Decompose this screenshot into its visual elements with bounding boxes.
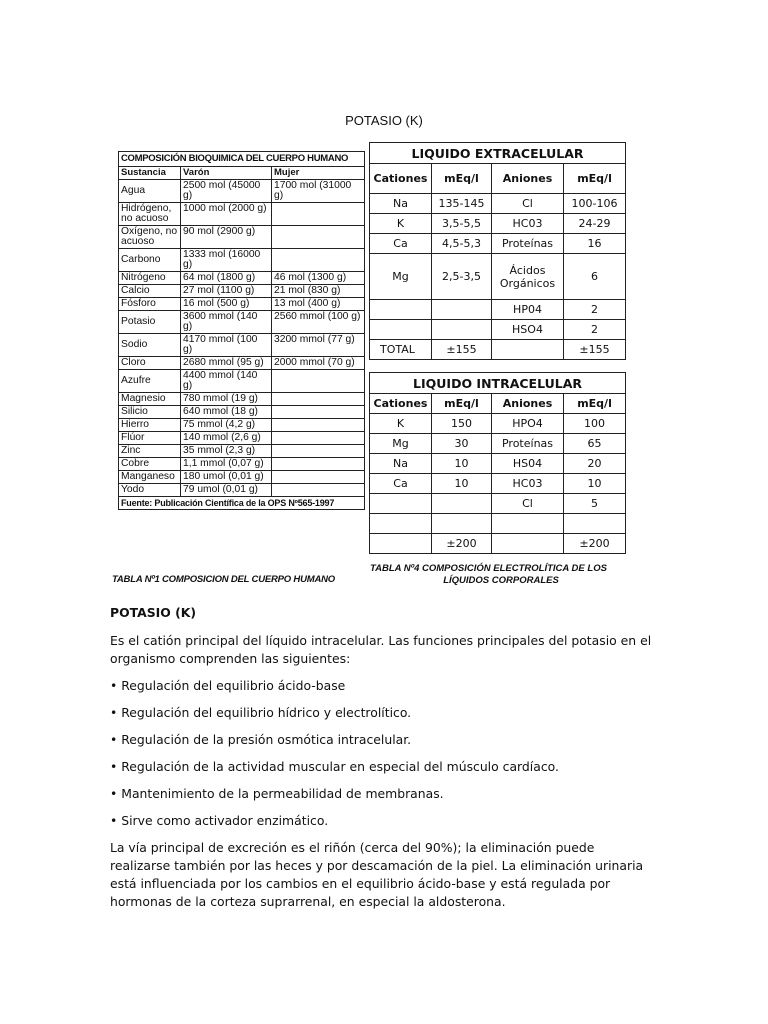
table3-cell: Mg (370, 434, 432, 454)
table3-cell (370, 514, 432, 534)
table1-footer: Fuente: Publicación Científica de la OPS Nº565-1997 (119, 497, 365, 510)
female-value-cell (272, 370, 365, 393)
table2-cell (370, 320, 432, 340)
substance-cell: Agua (119, 180, 181, 203)
table-row (119, 445, 365, 458)
female-value-cell: 3200 mmol (77 g) (272, 334, 365, 357)
table-row (370, 214, 626, 234)
extracellular-table (369, 142, 625, 360)
female-value-cell (272, 226, 365, 249)
table-row (370, 320, 626, 340)
substance-cell: Cloro (119, 357, 181, 370)
female-value-cell (272, 471, 365, 484)
table2-title: LIQUIDO EXTRACELULAR (370, 143, 626, 164)
table-row (370, 194, 626, 214)
table-row (370, 340, 626, 360)
table2-cell: 100-106 (564, 194, 626, 214)
substance-cell: Fósforo (119, 298, 181, 311)
table-row (119, 334, 365, 357)
table-row (370, 434, 626, 454)
substance-cell: Zinc (119, 445, 181, 458)
table3-cell: ±200 (432, 534, 492, 554)
table-row (370, 514, 626, 534)
intracellular-table (369, 372, 625, 554)
table2-cell: 2 (564, 300, 626, 320)
table3-cell: Cl (492, 494, 564, 514)
table2-cell: Ácidos Orgánicos (492, 254, 564, 300)
table2-cell (432, 320, 492, 340)
table2-cell: 135-145 (432, 194, 492, 214)
female-value-cell: 1700 mol (31000 g) (272, 180, 365, 203)
table-row (119, 419, 365, 432)
substance-cell: Flúor (119, 432, 181, 445)
table1-caption: TABLA Nº1 COMPOSICION DEL CUERPO HUMANO (112, 574, 335, 585)
table2-cell: K (370, 214, 432, 234)
table3-header: Cationes (370, 394, 432, 414)
table2-header: mEq/l (432, 164, 492, 194)
substance-cell: Carbono (119, 249, 181, 272)
intracellular-grid (369, 372, 626, 554)
table3-cell: 10 (432, 454, 492, 474)
table3-cell: 20 (564, 454, 626, 474)
table3-caption-line1: TABLA Nº4 COMPOSICIÓN ELECTROLÍTICA DE LOS (370, 563, 607, 574)
table-row (370, 300, 626, 320)
table3-cell: Proteínas (492, 434, 564, 454)
female-value-cell: 2560 mmol (100 g) (272, 311, 365, 334)
table-row (119, 311, 365, 334)
table2-header: Cationes (370, 164, 432, 194)
female-value-cell: 13 mol (400 g) (272, 298, 365, 311)
table-row (119, 458, 365, 471)
table2-cell: 6 (564, 254, 626, 300)
male-value-cell: 2500 mol (45000 g) (181, 180, 272, 203)
table3-caption (370, 563, 632, 587)
body-composition-table (118, 151, 364, 510)
female-value-cell (272, 419, 365, 432)
substance-cell: Hierro (119, 419, 181, 432)
table3-cell (370, 534, 432, 554)
male-value-cell: 75 mmol (4,2 g) (181, 419, 272, 432)
table2-cell: Proteínas (492, 234, 564, 254)
table2-cell: 16 (564, 234, 626, 254)
table-row (119, 180, 365, 203)
potassium-description (110, 604, 655, 920)
table2-cell: Ca (370, 234, 432, 254)
table-row (370, 234, 626, 254)
substance-cell: Azufre (119, 370, 181, 393)
table-row (119, 226, 365, 249)
table3-caption-line2: LÍQUIDOS CORPORALES (443, 575, 559, 586)
table-row (119, 357, 365, 370)
table-row (119, 285, 365, 298)
female-value-cell: 2000 mmol (70 g) (272, 357, 365, 370)
female-value-cell: 21 mol (830 g) (272, 285, 365, 298)
table3-cell: ±200 (564, 534, 626, 554)
list-item: • Sirve como activador enzimático. (110, 813, 329, 828)
table3-cell: 10 (564, 474, 626, 494)
table2-cell: ±155 (432, 340, 492, 360)
table2-cell: Mg (370, 254, 432, 300)
table1-header: Sustancia (119, 167, 181, 180)
list-item: • Regulación de la actividad muscular en especial del músculo cardíaco. (110, 759, 559, 774)
table2-cell: 24-29 (564, 214, 626, 234)
substance-cell: Potasio (119, 311, 181, 334)
table2-cell (432, 300, 492, 320)
table2-cell (370, 300, 432, 320)
table3-cell (492, 534, 564, 554)
table-row (370, 494, 626, 514)
table2-cell: 2,5-3,5 (432, 254, 492, 300)
table-row (370, 254, 626, 300)
table-row (119, 432, 365, 445)
table2-cell: 4,5-5,3 (432, 234, 492, 254)
substance-cell: Calcio (119, 285, 181, 298)
table2-cell: 3,5-5,5 (432, 214, 492, 234)
male-value-cell: 4400 mmol (140 g) (181, 370, 272, 393)
table3-cell: K (370, 414, 432, 434)
male-value-cell: 1,1 mmol (0,07 g) (181, 458, 272, 471)
substance-cell: Nitrógeno (119, 272, 181, 285)
table2-cell: 2 (564, 320, 626, 340)
table1-header: Mujer (272, 167, 365, 180)
table2-cell: Na (370, 194, 432, 214)
male-value-cell: 35 mmol (2,3 g) (181, 445, 272, 458)
table-row (119, 249, 365, 272)
section-heading: POTASIO (K) (110, 605, 197, 620)
table3-cell (564, 514, 626, 534)
table-row (370, 414, 626, 434)
closing-paragraph: La vía principal de excreción es el riñón (cerca del 90%); la eliminación puede realizarse también por las heces y por descamación de la piel. La eliminación urinaria está influenciada por los cambios en el equilibrio ácido-base y está regulada por hormonas de la corteza suprarrenal, en especial la aldosterona. (110, 840, 644, 909)
table3-cell (492, 514, 564, 534)
male-value-cell: 79 umol (0,01 g) (181, 484, 272, 497)
table-row (119, 370, 365, 393)
table3-cell: 100 (564, 414, 626, 434)
list-item: • Regulación del equilibrio ácido-base (110, 678, 346, 693)
male-value-cell: 2680 mmol (95 g) (181, 357, 272, 370)
table-row (119, 406, 365, 419)
substance-cell: Silicio (119, 406, 181, 419)
intro-paragraph: Es el catión principal del líquido intracelular. Las funciones principales del potasio en el organismo comprenden las siguientes: (110, 633, 652, 666)
male-value-cell: 90 mol (2900 g) (181, 226, 272, 249)
table3-cell (432, 514, 492, 534)
table3-header: mEq/l (564, 394, 626, 414)
table3-title: LIQUIDO INTRACELULAR (370, 373, 626, 394)
male-value-cell: 64 mol (1800 g) (181, 272, 272, 285)
female-value-cell (272, 445, 365, 458)
table-row (119, 298, 365, 311)
table3-cell: Na (370, 454, 432, 474)
male-value-cell: 1333 mol (16000 g) (181, 249, 272, 272)
table2-header: Aniones (492, 164, 564, 194)
male-value-cell: 780 mmol (19 g) (181, 393, 272, 406)
female-value-cell (272, 406, 365, 419)
table3-cell: 150 (432, 414, 492, 434)
male-value-cell: 1000 mol (2000 g) (181, 203, 272, 226)
female-value-cell (272, 203, 365, 226)
table-row (119, 471, 365, 484)
table3-cell: HS04 (492, 454, 564, 474)
table3-cell: 30 (432, 434, 492, 454)
table-row (370, 534, 626, 554)
substance-cell: Sodio (119, 334, 181, 357)
table3-cell: 65 (564, 434, 626, 454)
table-row (119, 272, 365, 285)
table3-header: Aniones (492, 394, 564, 414)
female-value-cell: 46 mol (1300 g) (272, 272, 365, 285)
substance-cell: Yodo (119, 484, 181, 497)
male-value-cell: 640 mmol (18 g) (181, 406, 272, 419)
substance-cell: Oxígeno, no acuoso (119, 226, 181, 249)
female-value-cell (272, 393, 365, 406)
table2-cell (492, 340, 564, 360)
table2-cell: HP04 (492, 300, 564, 320)
table2-cell: ±155 (564, 340, 626, 360)
substance-cell: Manganeso (119, 471, 181, 484)
female-value-cell (272, 249, 365, 272)
table-row (370, 454, 626, 474)
substance-cell: Cobre (119, 458, 181, 471)
female-value-cell (272, 432, 365, 445)
table-row (370, 474, 626, 494)
table2-cell: HC03 (492, 214, 564, 234)
extracellular-grid (369, 142, 626, 360)
table-row (119, 203, 365, 226)
list-item: • Regulación del equilibrio hídrico y electrolítico. (110, 705, 412, 720)
table-row (119, 393, 365, 406)
list-item: • Mantenimiento de la permeabilidad de membranas. (110, 786, 444, 801)
table3-cell (370, 494, 432, 514)
table2-cell: Cl (492, 194, 564, 214)
table3-cell: HC03 (492, 474, 564, 494)
table3-cell: 10 (432, 474, 492, 494)
body-composition-grid (118, 151, 365, 510)
substance-cell: Hidrógeno, no acuoso (119, 203, 181, 226)
page-title: POTASIO (K) (345, 113, 423, 128)
female-value-cell (272, 458, 365, 471)
male-value-cell: 3600 mmol (140 g) (181, 311, 272, 334)
substance-cell: Magnesio (119, 393, 181, 406)
table2-header: mEq/l (564, 164, 626, 194)
male-value-cell: 16 mol (500 g) (181, 298, 272, 311)
table3-cell: 5 (564, 494, 626, 514)
table3-cell: Ca (370, 474, 432, 494)
table1-header: Varón (181, 167, 272, 180)
table1-title: COMPOSICIÓN BIOQUIMICA DEL CUERPO HUMANO (119, 152, 365, 167)
table2-cell: TOTAL (370, 340, 432, 360)
female-value-cell (272, 484, 365, 497)
table3-header: mEq/l (432, 394, 492, 414)
table2-cell: HSO4 (492, 320, 564, 340)
table-row (119, 484, 365, 497)
male-value-cell: 140 mmol (2,6 g) (181, 432, 272, 445)
list-item: • Regulación de la presión osmótica intracelular. (110, 732, 412, 747)
male-value-cell: 4170 mmol (100 g) (181, 334, 272, 357)
table3-cell: HPO4 (492, 414, 564, 434)
male-value-cell: 27 mol (1100 g) (181, 285, 272, 298)
table3-cell (432, 494, 492, 514)
function-list (110, 677, 655, 830)
male-value-cell: 180 umol (0,01 g) (181, 471, 272, 484)
